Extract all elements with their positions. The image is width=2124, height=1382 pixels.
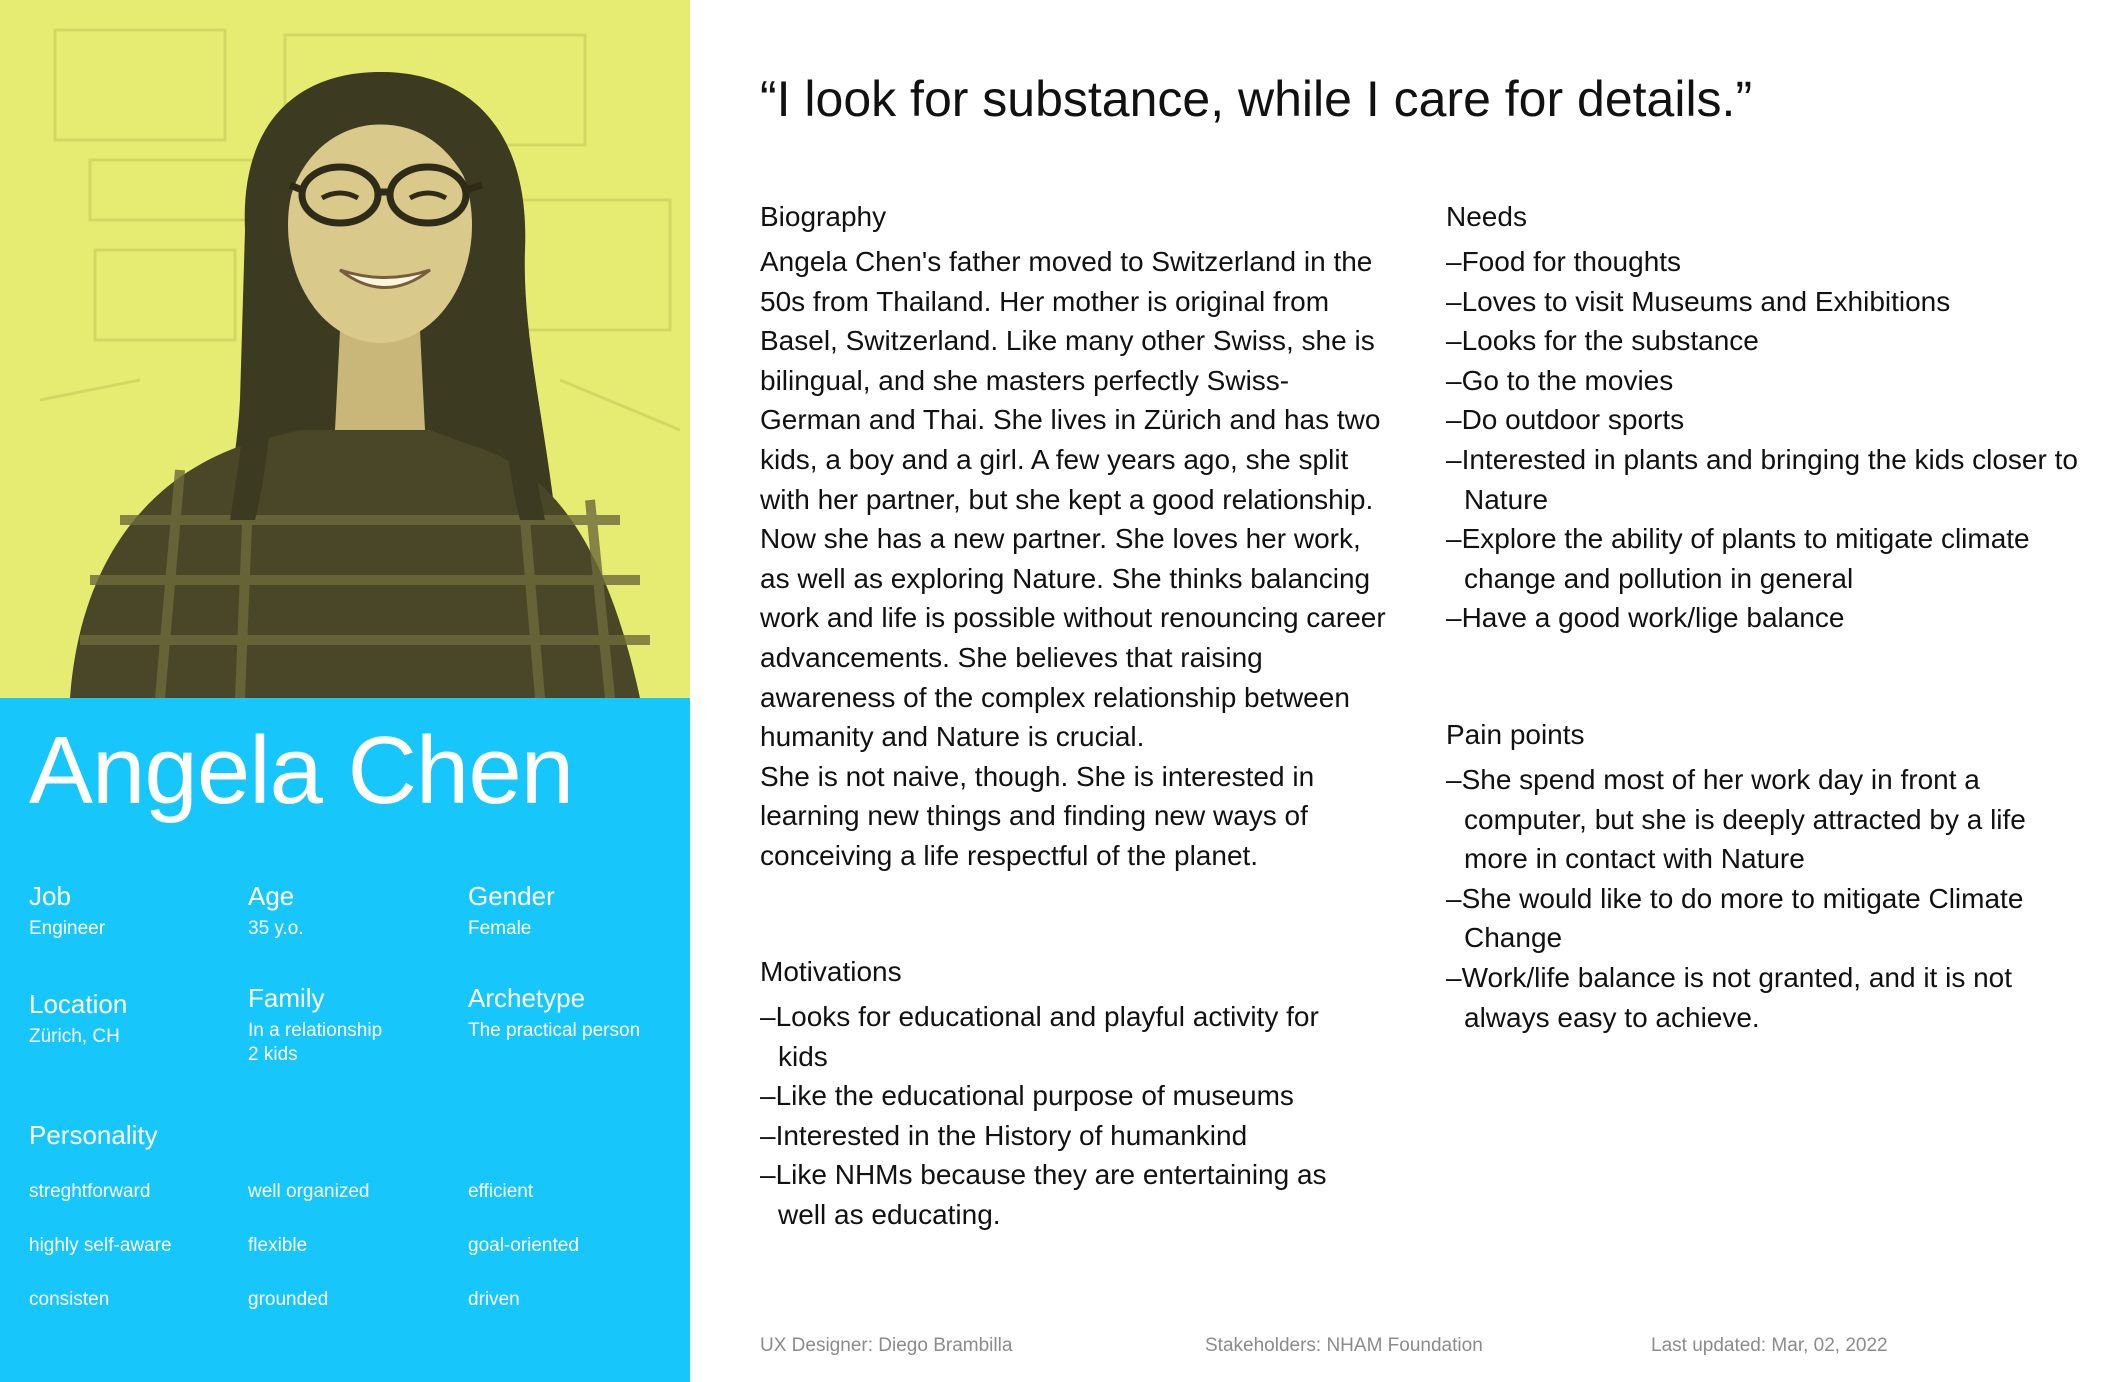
- persona-photo: [0, 0, 690, 698]
- personality-trait: highly self-aware: [29, 1235, 172, 1256]
- footer-last-updated: Last updated: Mar, 02, 2022: [1651, 1335, 1888, 1356]
- personality-trait: grounded: [248, 1289, 329, 1310]
- biography-text: [760, 242, 1388, 876]
- biography-title: Biography: [760, 201, 887, 232]
- persona-quote: “I look for substance, while I care for details.”: [760, 71, 1753, 127]
- personality-trait: flexible: [248, 1235, 308, 1256]
- location-value: Zürich, CH: [29, 1026, 120, 1047]
- list-item: – Like the educational purpose of museums: [760, 1076, 1360, 1116]
- needs-title: Needs: [1446, 201, 1527, 232]
- persona-name: Angela Chen: [29, 717, 574, 824]
- age-label: Age: [248, 881, 295, 911]
- footer-designer: UX Designer: Diego Brambilla: [760, 1335, 1013, 1356]
- list-item: – Looks for the substance: [1446, 321, 2086, 361]
- personality-trait: efficient: [468, 1181, 534, 1202]
- list-item: – She spend most of her work day in front a computer, but she is deeply attracted by a life more in contact with Nature: [1446, 760, 2086, 879]
- age-value: 35 y.o.: [248, 918, 304, 939]
- list-item: – Loves to visit Museums and Exhibitions: [1446, 282, 2086, 322]
- motivations-title: Motivations: [760, 956, 902, 987]
- pain-points-list: [1446, 760, 2086, 1037]
- archetype-value: The practical person: [468, 1020, 641, 1041]
- pain-points-title: Pain points: [1446, 719, 1585, 750]
- footer-stakeholders: Stakeholders: NHAM Foundation: [1205, 1335, 1483, 1356]
- personality-trait: well organized: [248, 1181, 370, 1202]
- family-value-line2: 2 kids: [248, 1044, 298, 1065]
- list-item: – Interested in the History of humankind: [760, 1116, 1360, 1156]
- gender-fact: [468, 879, 555, 941]
- list-item: – Go to the movies: [1446, 361, 2086, 401]
- gender-value: Female: [468, 918, 532, 939]
- personality-trait: goal-oriented: [468, 1235, 579, 1256]
- list-item: – Looks for educational and playful activity for kids: [760, 997, 1360, 1076]
- list-item: – Explore the ability of plants to mitigate climate change and pollution in general: [1446, 519, 2086, 598]
- biography-paragraph-1: Angela Chen's father moved to Switzerland in the 50s from Thailand. Her mother is original from Basel, Switzerland. Like many other Swiss, she is bilingual, and she masters perfectly Swiss-German and Thai. She lives in Zürich and has two kids, a boy and a girl. A few years ago, she split with her partner, but she kept a good relationship. Now she has a new partner. She loves her work, as well as exploring Nature. She thinks balancing work and life is possible without renouncing career advancements. She believes that raising awareness of the complex relationship between humanity and Nature is crucial.: [760, 246, 1386, 753]
- personality-trait: consisten: [29, 1289, 110, 1310]
- family-value-line1: In a relationship: [248, 1020, 383, 1041]
- biography-paragraph-2: She is not naive, though. She is interested in learning new things and finding new ways of conceiving a life respectful of the planet.: [760, 760, 1315, 871]
- list-item: – Do outdoor sports: [1446, 400, 2086, 440]
- family-label: Family: [248, 983, 325, 1013]
- list-item: – Interested in plants and bringing the kids closer to Nature: [1446, 440, 2086, 519]
- list-item: – Like NHMs because they are entertaining as well as educating.: [760, 1155, 1360, 1234]
- family-fact: [248, 981, 382, 1067]
- motivations-list: [760, 997, 1360, 1235]
- list-item: – She would like to do more to mitigate Climate Change: [1446, 879, 2086, 958]
- list-item: – Work/life balance is not granted, and it is not always easy to achieve.: [1446, 958, 2086, 1037]
- list-item: – Have a good work/lige balance: [1446, 598, 2086, 638]
- location-label: Location: [29, 989, 128, 1019]
- portrait-illustration: [0, 0, 690, 698]
- personality-trait: streghtforward: [29, 1181, 151, 1202]
- personality-label: Personality: [29, 1120, 158, 1150]
- archetype-fact: [468, 981, 640, 1043]
- location-fact: [29, 987, 127, 1049]
- gender-label: Gender: [468, 881, 555, 911]
- needs-list: [1446, 242, 2086, 638]
- archetype-label: Archetype: [468, 983, 586, 1013]
- job-label: Job: [29, 881, 71, 911]
- list-item: – Food for thoughts: [1446, 242, 2086, 282]
- personality-trait: driven: [468, 1289, 520, 1310]
- age-fact: [248, 879, 304, 941]
- job-fact: [29, 879, 105, 941]
- job-value: Engineer: [29, 918, 106, 939]
